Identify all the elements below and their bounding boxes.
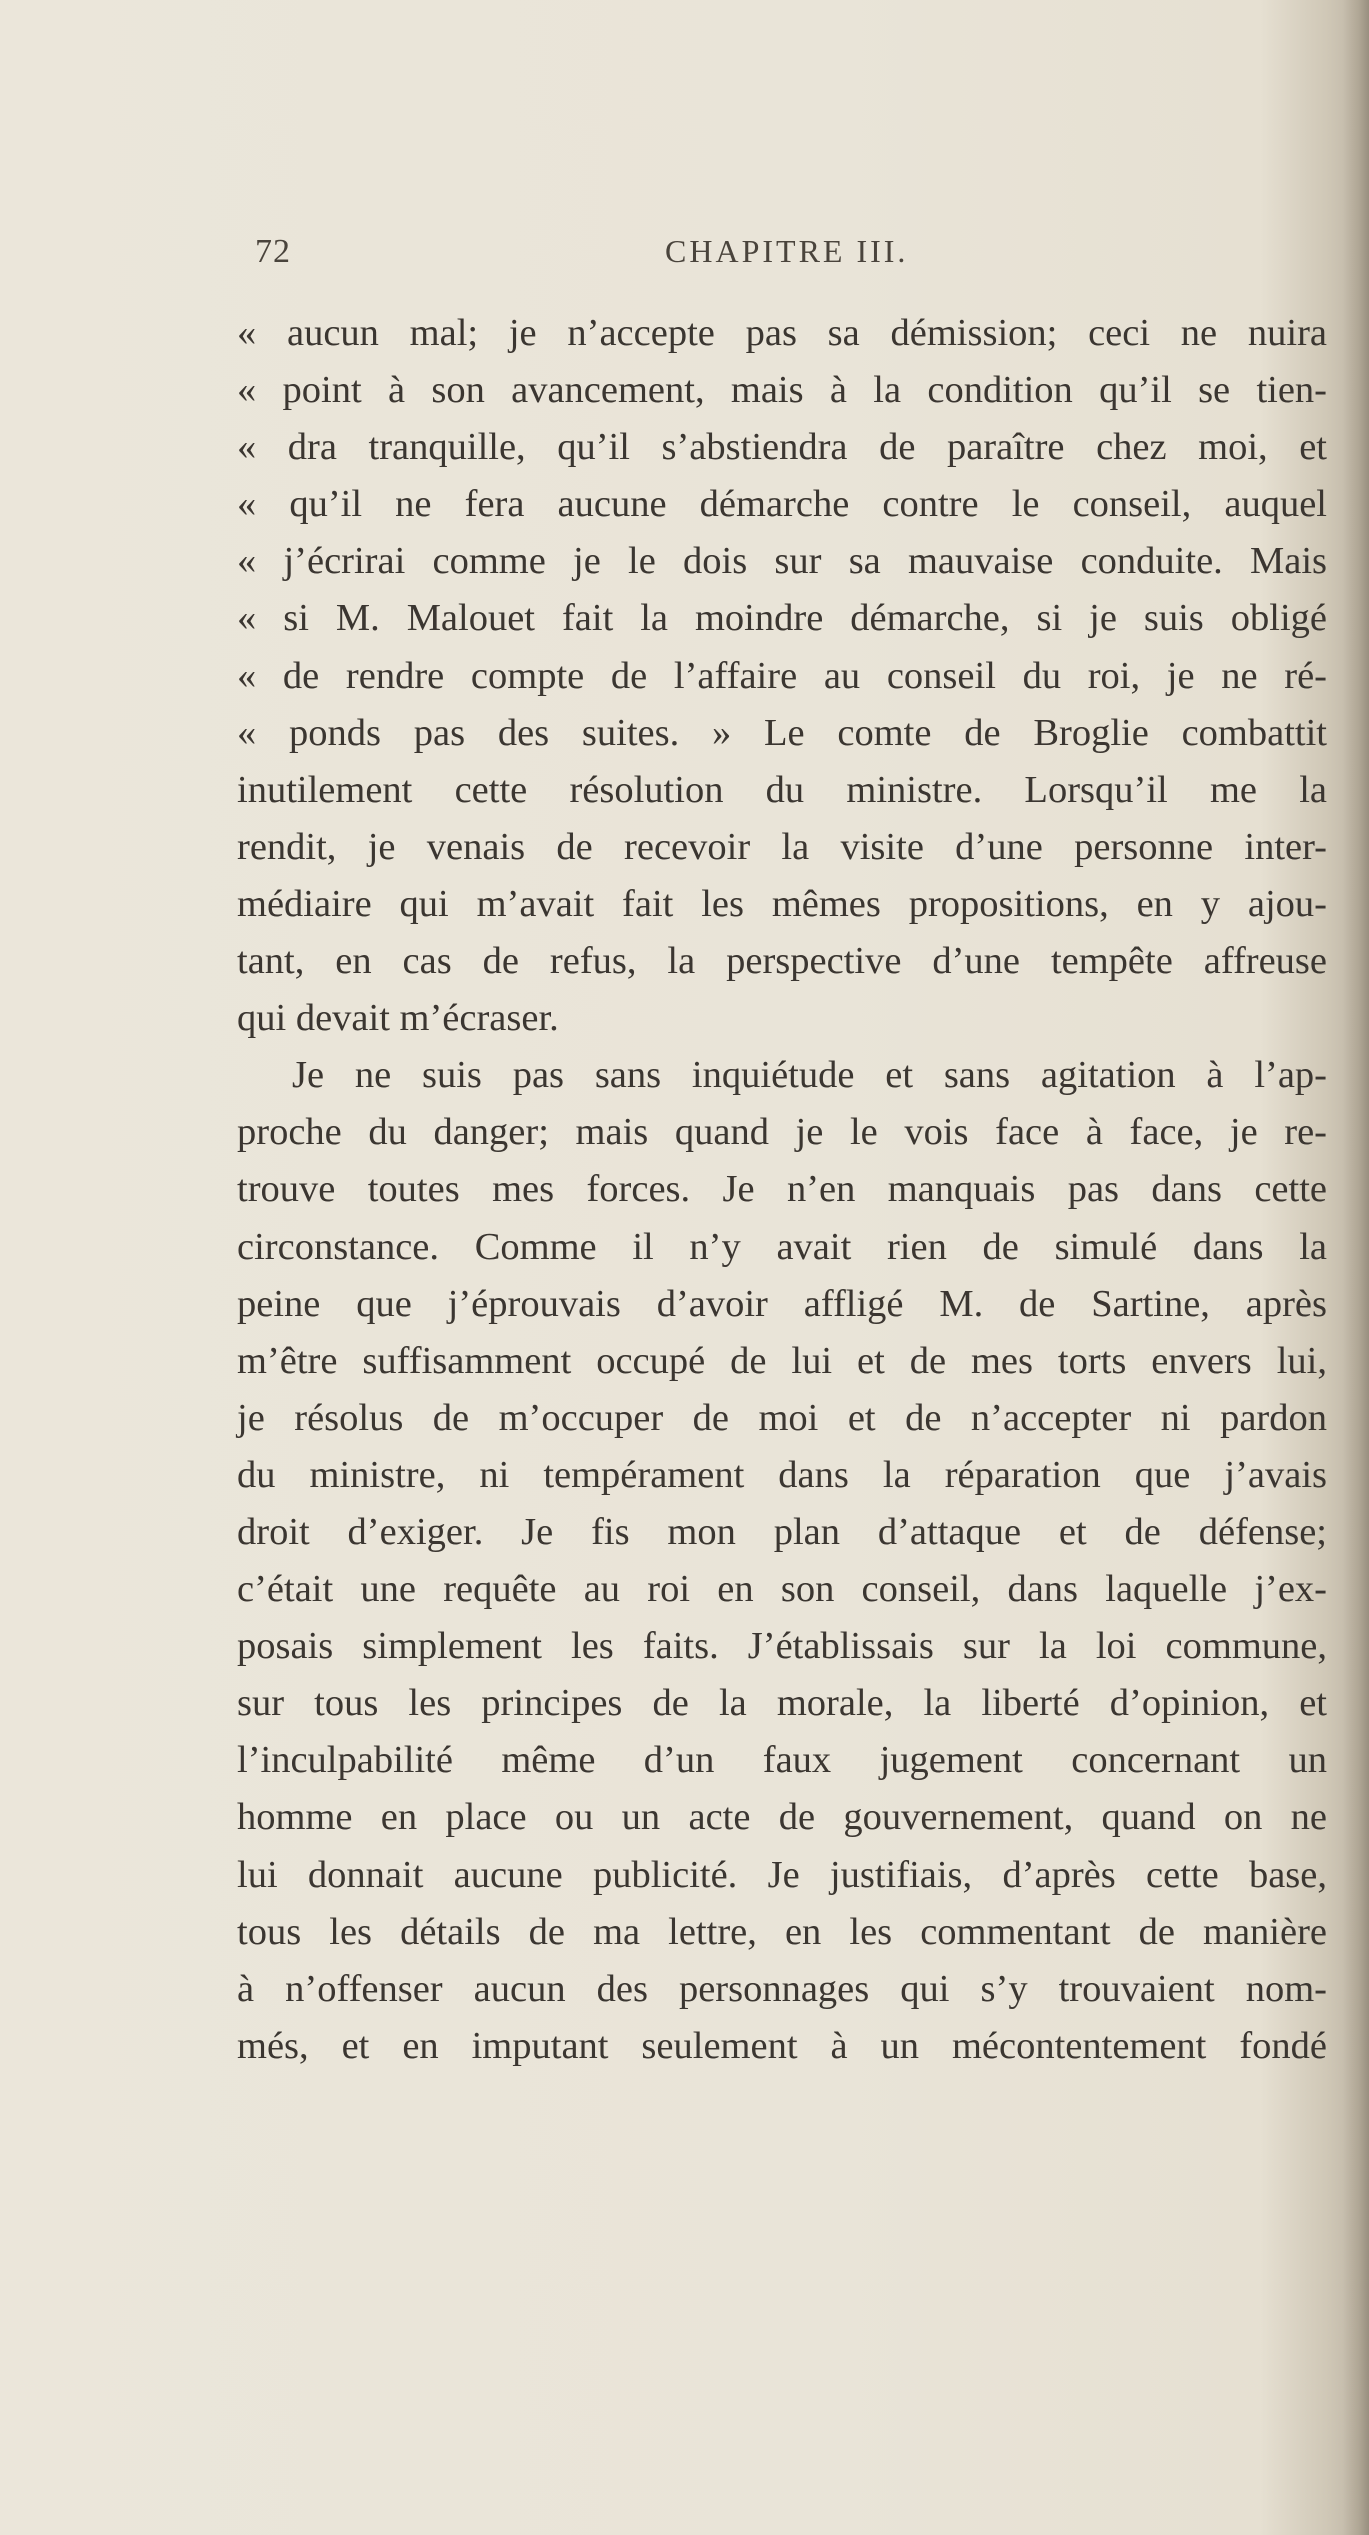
- text-line: du ministre, ni tempérament dans la réparation que j’avais: [237, 1453, 1327, 1496]
- text-line: « de rendre compte de l’affaire au conseil du roi, je ne ré-: [237, 654, 1327, 697]
- text-line: « aucun mal; je n’accepte pas sa démission; ceci ne nuira: [237, 312, 1327, 354]
- text-line: posais simplement les faits. J’établissais sur la loi commune,: [237, 1625, 1327, 1668]
- text-line: l’inculpabilité même d’un faux jugement concernant un: [237, 1739, 1327, 1782]
- text-line: circonstance. Comme il n’y avait rien de simulé dans la: [237, 1225, 1327, 1268]
- text-line: Je ne suis pas sans inquiétude et sans agitation à l’ap-: [292, 1054, 1327, 1097]
- running-head: CHAPITRE III.: [665, 233, 909, 269]
- text-line: « dra tranquille, qu’il s’abstiendra de paraître chez moi, et: [237, 426, 1327, 469]
- page-number: 72: [255, 233, 291, 270]
- text-line: c’était une requête au roi en son conseil, dans laquelle j’ex-: [237, 1568, 1327, 1611]
- text-line: droit d’exiger. Je fis mon plan d’attaque et de défense;: [237, 1510, 1327, 1553]
- text-line: à n’offenser aucun des personnages qui s’y trouvaient nom-: [237, 1967, 1327, 2010]
- text-line: sur tous les principes de la morale, la liberté d’opinion, et: [237, 1682, 1327, 1725]
- text-line: tous les détails de ma lettre, en les commentant de manière: [237, 1910, 1327, 1953]
- text-line: « si M. Malouet fait la moindre démarche, si je suis obligé: [237, 597, 1327, 640]
- text-line: « point à son avancement, mais à la condition qu’il se tien-: [237, 369, 1327, 412]
- text-line: médiaire qui m’avait fait les mêmes propositions, en y ajou-: [237, 882, 1327, 925]
- page-header: [255, 225, 1335, 285]
- text-line: peine que j’éprouvais d’avoir affligé M. de Sartine, après: [237, 1282, 1327, 1325]
- page-edge-shadow: [1343, 0, 1369, 2535]
- text-line: trouve toutes mes forces. Je n’en manquais pas dans cette: [237, 1168, 1327, 1211]
- text-line: lui donnait aucune publicité. Je justifiais, d’après cette base,: [237, 1853, 1327, 1896]
- text-line: homme en place ou un acte de gouvernement, quand on ne: [237, 1796, 1327, 1839]
- text-line: proche du danger; mais quand je le vois face à face, je re-: [237, 1111, 1327, 1154]
- text-line: tant, en cas de refus, la perspective d’une tempête affreuse: [237, 940, 1327, 983]
- text-line: « qu’il ne fera aucune démarche contre le conseil, auquel: [237, 483, 1327, 526]
- body-text: [237, 305, 1327, 2075]
- text-line: « ponds pas des suites. » Le comte de Broglie combattit: [237, 711, 1327, 754]
- text-line: m’être suffisamment occupé de lui et de mes torts envers lui,: [237, 1339, 1327, 1382]
- text-line: « j’écrirai comme je le dois sur sa mauvaise conduite. Mais: [237, 540, 1327, 583]
- text-line: rendit, je venais de recevoir la visite d’une personne inter-: [237, 825, 1327, 868]
- text-line: je résolus de m’occuper de moi et de n’accepter ni pardon: [237, 1396, 1327, 1439]
- text-line: més, et en imputant seulement à un mécontentement fondé: [237, 2024, 1327, 2067]
- text-line: inutilement cette résolution du ministre. Lorsqu’il me la: [237, 768, 1327, 811]
- text-line: qui devait m’écraser.: [237, 997, 559, 1040]
